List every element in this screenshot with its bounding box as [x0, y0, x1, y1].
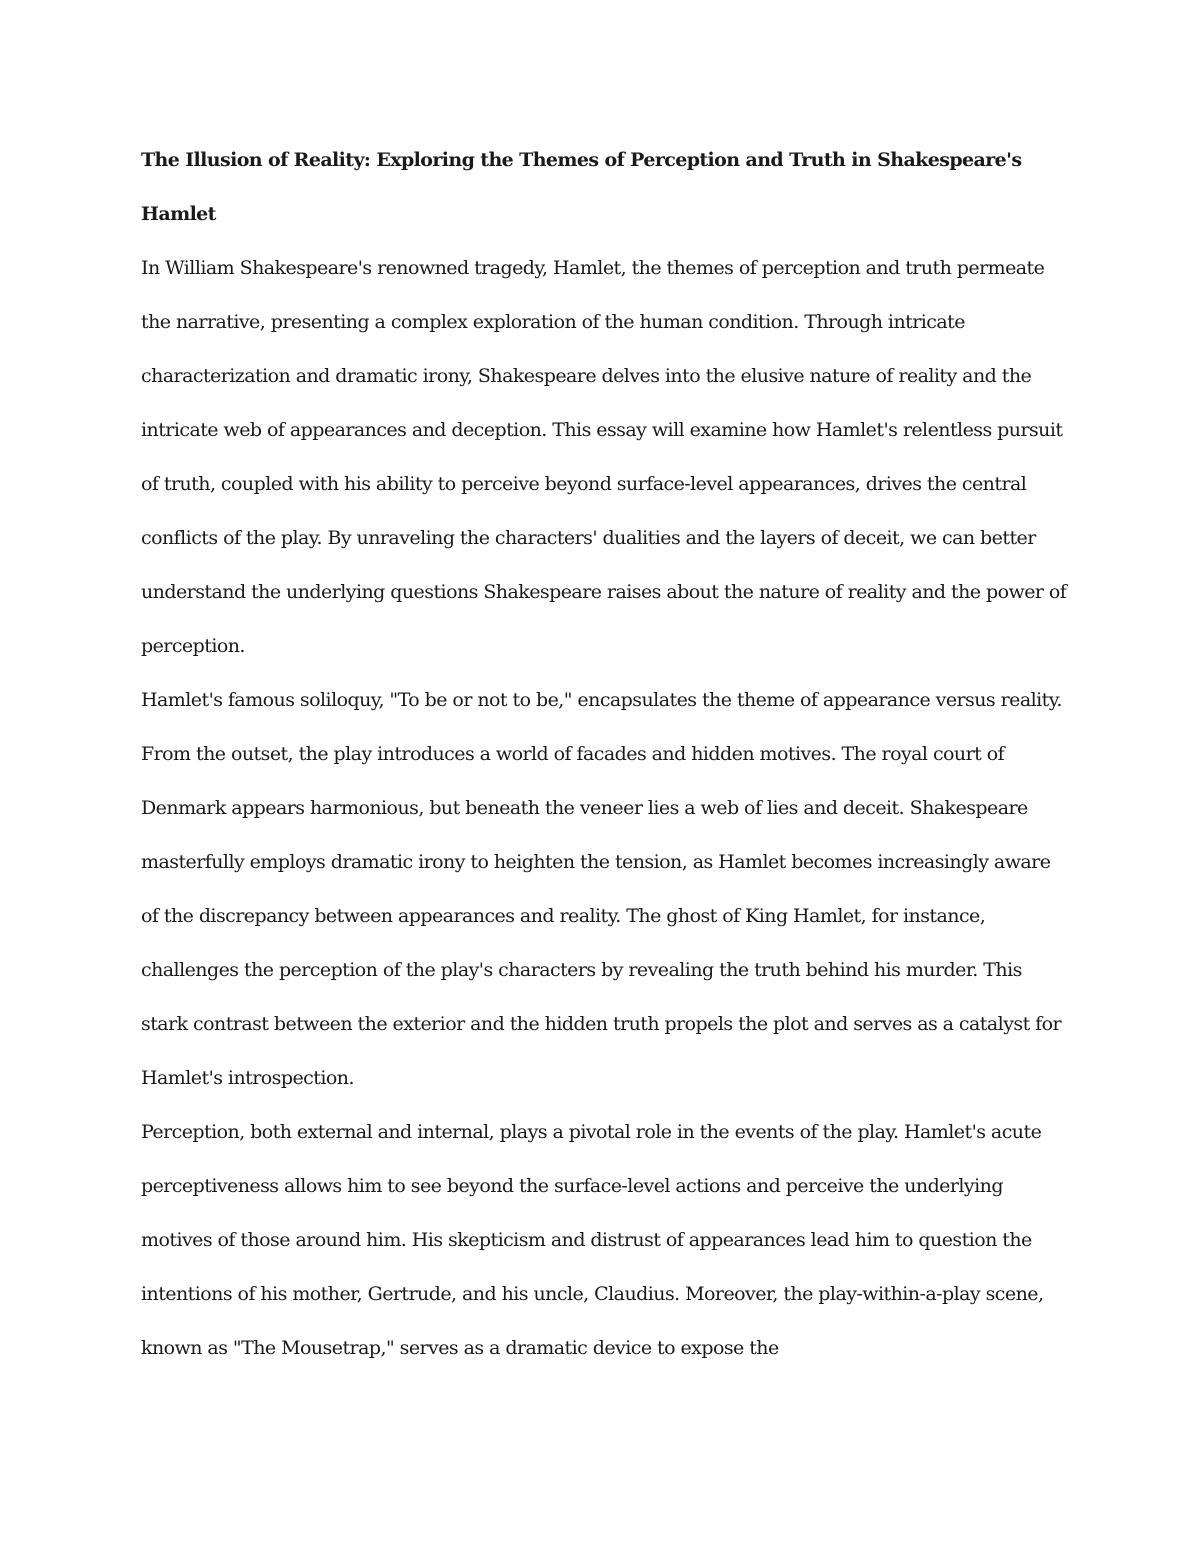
essay-title: The Illusion of Reality: Exploring the Themes of Perception and Truth in Shakespeare's Hamlet — [141, 149, 1022, 225]
paragraph-appearance-vs-reality: Hamlet's famous soliloquy, "To be or not to be," encapsulates the theme of appearance versus reality. From the outset, the play introduces a world of facades and hidden motives. The royal court of Denmark appears harmonious, but beneath the veneer lies a web of lies and deceit. Shakespeare masterfully employs dramatic irony to heighten the tension, as Hamlet becomes increasingly aware of the discrepancy between appearances and reality. The ghost of King Hamlet, for instance, challenges the perception of the play's characters by revealing the truth behind his murder. This stark contrast between the exterior and the hidden truth propels the plot and serves as a catalyst for Hamlet's introspection. — [141, 689, 1062, 1089]
paragraph-intro: In William Shakespeare's renowned tragedy, Hamlet, the themes of perception and truth permeate the narrative, presenting a complex exploration of the human condition. Through intricate characterization and dramatic irony, Shakespeare delves into the elusive nature of reality and the intricate web of appearances and deception. This essay will examine how Hamlet's relentless pursuit of truth, coupled with his ability to perceive beyond surface-level appearances, drives the central conflicts of the play. By unraveling the characters' dualities and the layers of deceit, we can better understand the underlying questions Shakespeare raises about the nature of reality and the power of perception. — [141, 257, 1067, 657]
paragraph-perception: Perception, both external and internal, plays a pivotal role in the events of the play. Hamlet's acute perceptiveness allows him to see beyond the surface-level actions and perceive the underlying motives of those around him. His skepticism and distrust of appearances lead him to question the intentions of his mother, Gertrude, and his uncle, Claudius. Moreover, the play-within-a-play scene, known as "The Mousetrap," serves as a dramatic device to expose the — [141, 1121, 1044, 1359]
essay-body — [141, 133, 1071, 1375]
